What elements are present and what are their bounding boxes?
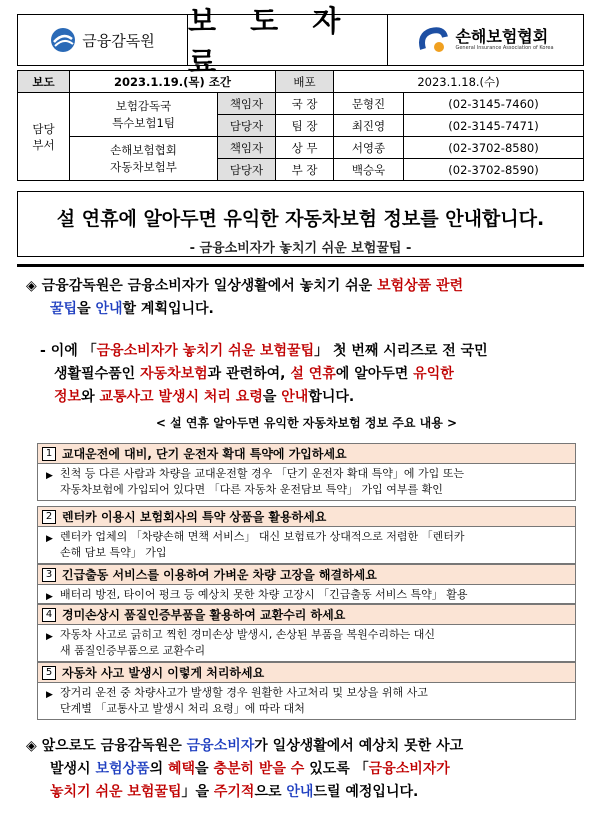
triangle-bullet-icon: ▶: [46, 592, 53, 602]
summary-title: < 설 연휴 알아두면 유익한 자동차보험 정보 주요 내용 >: [155, 416, 458, 430]
kia-emblem-icon: [417, 25, 451, 55]
diamond-bullet-icon: ◈: [26, 278, 37, 294]
fsc-logo: [18, 15, 188, 65]
section-header-3: 3 긴급출동 서비스를 이용하여 가벼운 차량 고장을 해결하세요: [37, 564, 576, 585]
fsc-name: 금융감독원: [82, 31, 155, 50]
fsc-emblem-icon: [50, 27, 76, 53]
contact-phone: (02-3145-7460): [404, 93, 584, 115]
section-body-4: ▶ 자동차 사고로 긁히고 찍힌 경미손상 발생시, 손상된 부품을 복원수리하는 대신 새 품질인증부품으로 교환수리: [37, 625, 576, 662]
contact-position: 팀 장: [276, 115, 334, 137]
contact-role: 담당자: [218, 115, 276, 137]
press-header: [17, 4, 584, 79]
section-header-1: 1 교대운전에 대비, 단기 운전자 확대 특약에 가입하세요: [37, 443, 576, 464]
headline-box: [17, 191, 584, 257]
triangle-bullet-icon: ▶: [46, 690, 53, 700]
release-date: 2023.1.19.(목) 조간: [70, 71, 276, 93]
contact-role: 담당자: [218, 159, 276, 181]
triangle-bullet-icon: ▶: [46, 471, 53, 481]
distribution-date: 2023.1.18.(수): [334, 71, 584, 93]
section-body-3: ▶ 배터리 방전, 타이어 펑크 등 예상치 못한 차량 고장시 「긴급출동 서비스 특약」 활용: [37, 585, 576, 604]
release-info-table: [17, 70, 584, 181]
contact-position: 국 장: [276, 93, 334, 115]
intro-paragraph-2: - 이에 「금융소비자가 놓치기 쉬운 보험꿀팁」 첫 번째 시리즈로 전 국민 생활필수품인 자동차보험과 관련하여, 설 연휴에 알아두면 유익한 정보와 교통사고 발생시 처리 요령을 안내합니다.: [40, 343, 488, 405]
triangle-bullet-icon: ▶: [46, 632, 53, 642]
contact-name: 서영종: [334, 137, 404, 159]
subheadline: - 금융소비자가 놓치기 쉬운 보험꿀팁 -: [189, 241, 412, 256]
department-fss: 보험감독국 특수보험1팀: [70, 93, 218, 137]
section-header-2: 2 렌터카 이용시 보험회사의 특약 상품을 활용하세요: [37, 506, 576, 527]
contact-role: 책임자: [218, 137, 276, 159]
contact-phone: (02-3145-7471): [404, 115, 584, 137]
section-body-2: ▶ 렌터카 업체의 「차량손해 면책 서비스」 대신 보험료가 상대적으로 저렴한 「렌터카 손해 담보 특약」 가입: [37, 527, 576, 564]
section-body-5: ▶ 장거리 운전 중 차량사고가 발생할 경우 원활한 사고처리 및 보상을 위해 사고 단계별 「교통사고 발생시 처리 요령」에 따라 대처: [37, 683, 576, 720]
contact-name: 최진영: [334, 115, 404, 137]
department-label: 담당 부서: [18, 93, 70, 181]
press-title: 보 도 자 료: [188, 15, 388, 65]
kia-english-name: General Insurance Association of Korea: [455, 45, 554, 51]
department-kia: 손해보험협회 자동차보험부: [70, 137, 218, 181]
contact-position: 상 무: [276, 137, 334, 159]
contact-role: 책임자: [218, 93, 276, 115]
diamond-bullet-icon: ◈: [26, 738, 37, 754]
kia-name: 손해보험협회: [455, 27, 549, 46]
contact-phone: (02-3702-8590): [404, 159, 584, 181]
release-label: 보도: [18, 71, 70, 93]
closing-paragraph: ◈ 앞으로도 금융감독원은 금융소비자가 일상생활에서 예상치 못한 사고 발생시 보험상품의 혜택을 충분히 받을 수 있도록 「금융소비자가 놓치기 쉬운 보험꿀팁」을 주기적으로 안내드릴 예정입니다.: [26, 738, 464, 800]
triangle-bullet-icon: ▶: [46, 534, 53, 544]
contact-name: 백승욱: [334, 159, 404, 181]
kia-logo: [388, 15, 583, 65]
contact-phone: (02-3702-8580): [404, 137, 584, 159]
intro-paragraph-1: ◈ 금융감독원은 금융소비자가 일상생활에서 놓치기 쉬운 보험상품 관련 꿀팁을 안내할 계획입니다.: [26, 278, 464, 317]
contact-name: 문형진: [334, 93, 404, 115]
section-body-1: ▶ 친척 등 다른 사람과 차량을 교대운전할 경우 「단기 운전자 확대 특약」에 가입 또는 자동차보험에 가입되어 있다면 「다른 자동차 운전담보 특약」 가입 여부를 확인: [37, 464, 576, 501]
distribution-label: 배포: [276, 71, 334, 93]
section-header-4: 4 경미손상시 품질인증부품을 활용하여 교환수리 하세요: [37, 604, 576, 625]
headline: 설 연휴에 알아두면 유익한 자동차보험 정보를 안내합니다.: [56, 208, 545, 230]
contact-position: 부 장: [276, 159, 334, 181]
divider: [17, 264, 584, 267]
section-header-5: 5 자동차 사고 발생시 이렇게 처리하세요: [37, 662, 576, 683]
